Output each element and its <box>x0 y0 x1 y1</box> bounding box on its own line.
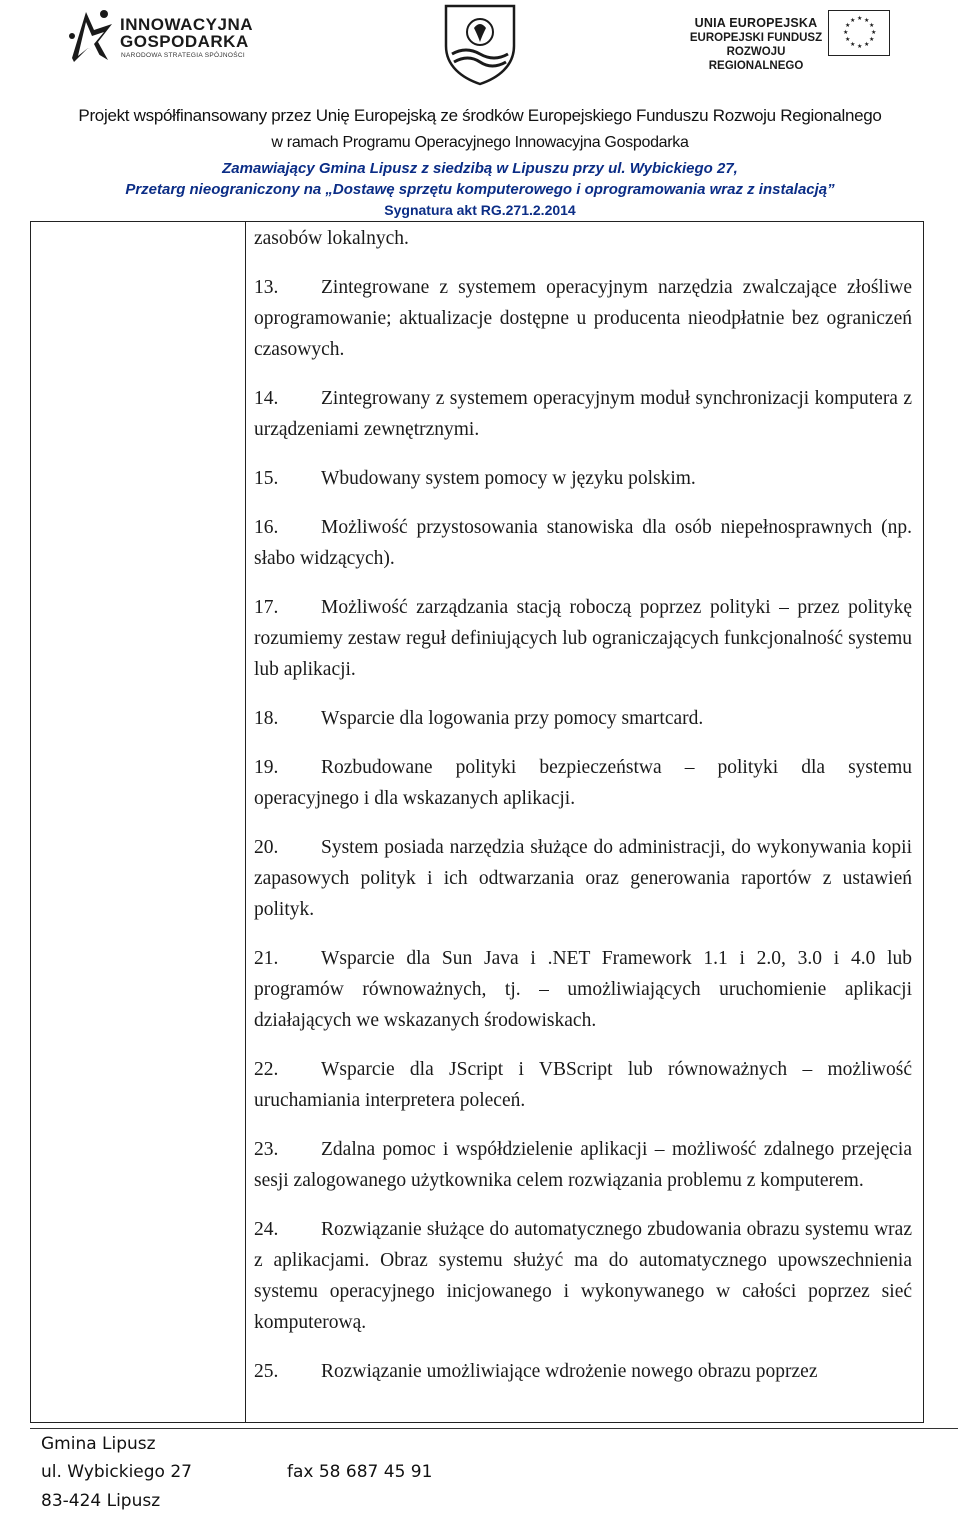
list-item <box>254 703 912 734</box>
item-number: 24. <box>254 1219 279 1240</box>
gmina-crest-icon <box>438 2 522 86</box>
specification-cell <box>254 223 912 1405</box>
project-line2: w ramach Programu Operacyjnego Innowacyjna Gospodarka <box>271 134 689 151</box>
list-item <box>254 272 912 365</box>
footer-fax: fax 58 687 45 91 <box>287 1462 433 1482</box>
item-text: Rozbudowane polityki bezpieczeństwa – polityki dla systemu operacyjnego i dla wskazanych aplikacji. <box>254 757 912 809</box>
footer-street: ul. Wybickiego 27 <box>41 1462 192 1482</box>
item-number: 20. <box>254 837 279 858</box>
svg-text:★: ★ <box>850 41 856 48</box>
list-item <box>254 592 912 685</box>
item-number: 16. <box>254 517 279 538</box>
svg-text:★: ★ <box>843 29 849 36</box>
svg-text:★: ★ <box>871 29 877 36</box>
item-text: Rozwiązanie służące do automatycznego zbudowania obrazu systemu wraz z aplikacjami. Obraz systemu służyć ma do automatycznego upowszechnienia systemu operacyjnego inicjowanego i wykonywanego w całości poprzez sieć komputerową. <box>254 1219 912 1333</box>
item-number: 22. <box>254 1059 279 1080</box>
requirements-list <box>254 272 912 1387</box>
case-signature: Sygnatura akt RG.271.2.2014 <box>384 202 576 218</box>
list-item <box>254 463 912 494</box>
item-text: Wbudowany system pomocy w języku polskim. <box>321 468 696 489</box>
innowacyjna-gospodarka-logo <box>60 2 270 72</box>
list-item <box>254 1134 912 1196</box>
continuation-text: zasobów lokalnych. <box>254 228 409 249</box>
svg-text:★: ★ <box>857 15 863 22</box>
list-item <box>254 943 912 1036</box>
item-number: 23. <box>254 1139 279 1160</box>
item-text: Możliwość przystosowania stanowiska dla osób niepełnosprawnych (np. słabo widzących). <box>254 517 912 569</box>
page-header <box>0 0 960 222</box>
list-item <box>254 1214 912 1338</box>
footer-divider <box>30 1428 958 1429</box>
svg-text:★: ★ <box>864 17 870 24</box>
list-item <box>254 512 912 574</box>
item-text: Wsparcie dla logowania przy pomocy smartcard. <box>321 708 704 729</box>
item-text: Możliwość zarządzania stacją roboczą poprzez polityki – przez politykę rozumiemy zestaw reguł definiujących lub ograniczających funkcjonalność systemu lub aplikacji. <box>254 597 912 680</box>
ig-line2: GOSPODARKA <box>120 32 249 51</box>
footer-postal: 83-424 Lipusz <box>41 1491 161 1511</box>
svg-text:★: ★ <box>845 36 851 43</box>
ig-line1: INNOWACYJNA <box>120 15 254 34</box>
eu-line2: EUROPEJSKI FUNDUSZ <box>689 32 823 44</box>
item-number: 13. <box>254 277 279 298</box>
item-text: Rozwiązanie umożliwiające wdrożenie nowego obrazu poprzez <box>321 1361 818 1382</box>
ordering-party: Zamawiający Gmina Lipusz z siedzibą w Lipuszu przy ul. Wybickiego 27, <box>222 160 738 177</box>
item-number: 17. <box>254 597 279 618</box>
eu-flag-icon <box>828 10 890 56</box>
item-text: Zintegrowane z systemem operacyjnym narzędzia zwalczające złośliwe oprogramowanie; aktualizacje dostępne u producenta nieodpłatnie bez ograniczeń czasowych. <box>254 277 912 360</box>
svg-text:★: ★ <box>869 36 875 43</box>
table-column-divider <box>245 221 246 1422</box>
list-item <box>254 1054 912 1116</box>
footer-name: Gmina Lipusz <box>41 1434 156 1454</box>
item-number: 14. <box>254 388 279 409</box>
item-number: 21. <box>254 948 279 969</box>
item-number: 15. <box>254 468 279 489</box>
svg-text:★: ★ <box>857 43 863 50</box>
list-item <box>254 1356 912 1387</box>
list-item <box>254 383 912 445</box>
svg-text:★: ★ <box>850 17 856 24</box>
ig-star-icon <box>64 6 116 64</box>
item-text: Zdalna pomoc i współdzielenie aplikacji – możliwość zdalnego przejęcia sesji zalogowanego użytkownika celem rozwiązania problemu z komputerem. <box>254 1139 912 1191</box>
unia-europejska-logo <box>680 2 900 72</box>
svg-text:★: ★ <box>845 22 851 29</box>
item-number: 19. <box>254 757 279 778</box>
list-item <box>254 752 912 814</box>
tender-title: Przetarg nieograniczony na „Dostawę sprzętu komputerowego i oprogramowania wraz z instalacją” <box>125 181 835 198</box>
list-item <box>254 832 912 925</box>
item-number: 18. <box>254 708 279 729</box>
svg-text:★: ★ <box>864 41 870 48</box>
ig-line3: NARODOWA STRATEGIA SPÓJNOŚCI <box>121 52 245 59</box>
svg-text:★: ★ <box>869 22 875 29</box>
item-text: Wsparcie dla Sun Java i .NET Framework 1.1 i 2.0, 3.0 i 4.0 lub programów równoważnych, tj. – umożliwiających uruchomienie aplikacji działających we wskazanych środowiskach. <box>254 948 912 1031</box>
eu-line3: ROZWOJU REGIONALNEGO <box>708 46 804 72</box>
item-text: Zintegrowany z systemem operacyjnym moduł synchronizacji komputera z urządzeniami zewnętrznymi. <box>254 388 912 440</box>
project-line1: Projekt współfinansowany przez Unię Europejską ze środków Europejskiego Funduszu Rozwoju Regionalnego <box>78 106 882 125</box>
item-text: System posiada narzędzia służące do administracji, do wykonywania kopii zapasowych polityk i ich odtwarzania oraz generowania raportów z ustawień polityk. <box>254 837 912 920</box>
item-number: 25. <box>254 1361 279 1382</box>
item-text: Wsparcie dla JScript i VBScript lub równoważnych – możliwość uruchamiania interpretera poleceń. <box>254 1059 912 1111</box>
eu-line1: UNIA EUROPEJSKA <box>694 16 818 30</box>
